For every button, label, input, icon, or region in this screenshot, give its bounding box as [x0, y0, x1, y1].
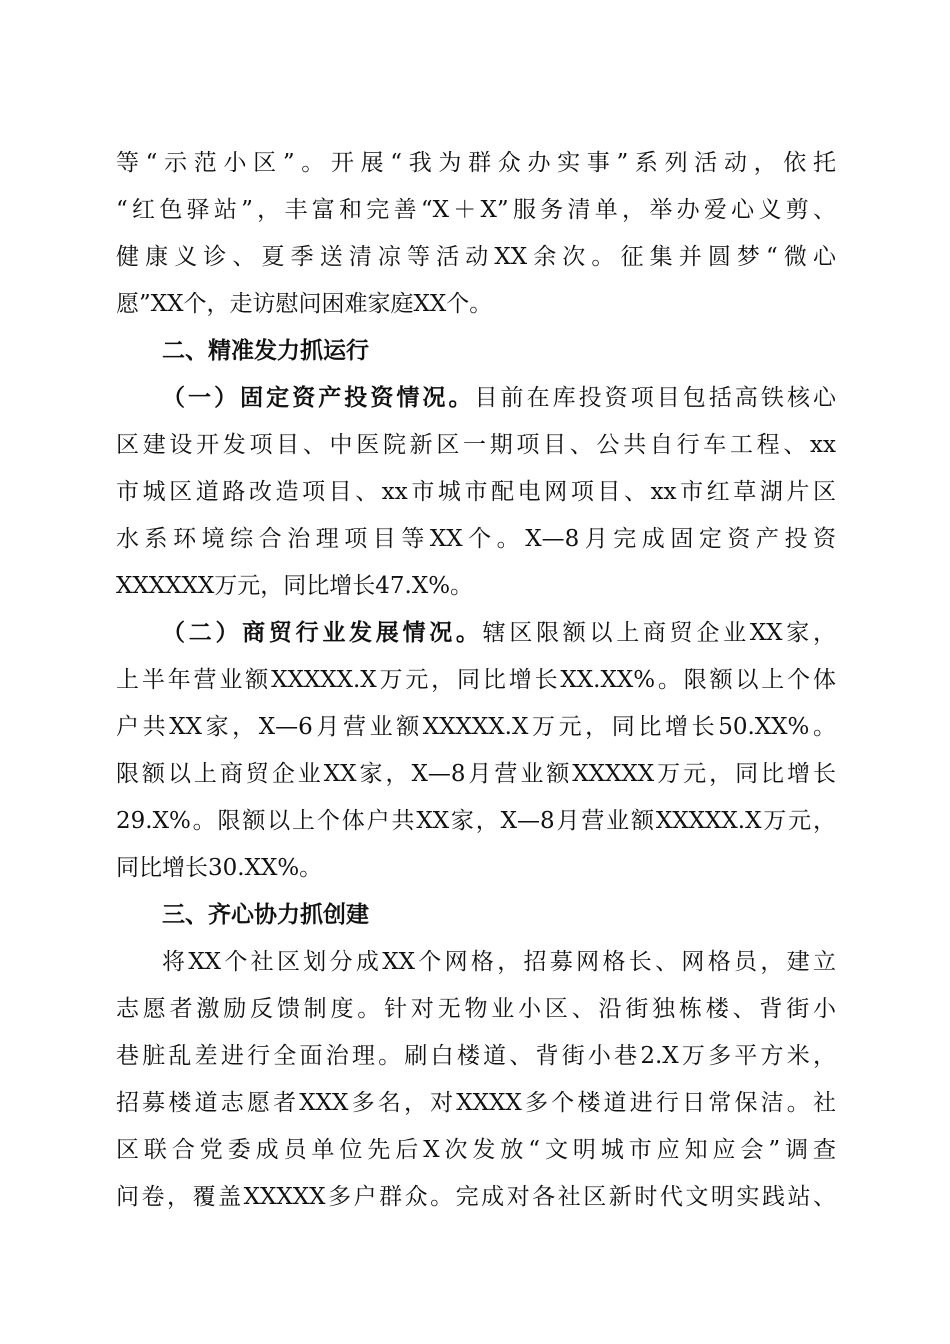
- paragraph-line: 问卷，覆盖XXXXX多户群众。完成对各社区新时代文明实践站、: [116, 1184, 836, 1210]
- paragraph-line: “红色驿站”，丰富和完善“X＋X”服务清单，举办爱心义剪、: [116, 197, 836, 223]
- subsection-title-2: （二）商贸行业发展情况。: [162, 620, 483, 646]
- section-heading-2: 二、精准发力抓运行: [162, 338, 369, 364]
- paragraph-line: 志愿者激励反馈制度。针对无物业小区、沿街独栋楼、背街小: [116, 996, 836, 1022]
- paragraph-line: 水系环境综合治理项目等XX个。X—8月完成固定资产投资: [116, 526, 836, 552]
- paragraph-line: 29.X%。限额以上个体户共XX家，X—8月营业额XXXXX.X万元，: [116, 808, 836, 834]
- paragraph-line: 户共XX家，X—6月营业额XXXXX.X万元，同比增长50.XX%。: [116, 714, 836, 740]
- paragraph-line: 愿”XX个，走访慰问困难家庭XX个。: [116, 291, 493, 317]
- paragraph-line: 招募楼道志愿者XXX多名，对XXXX多个楼道进行日常保洁。社: [116, 1090, 836, 1116]
- paragraph-line: （二）商贸行业发展情况。辖区限额以上商贸企业XX家，: [162, 620, 836, 646]
- paragraph-line: 市城区道路改造项目、xx市城市配电网项目、xx市红草湖片区: [116, 479, 836, 505]
- section-heading-3: 三、齐心协力抓创建: [162, 902, 369, 928]
- paragraph-line: XXXXXX万元，同比增长47.X%。: [116, 573, 474, 599]
- paragraph-line: 区建设开发项目、中医院新区一期项目、公共自行车工程、xx: [116, 432, 836, 458]
- paragraph-line: 巷脏乱差进行全面治理。刷白楼道、背街小巷2.X万多平方米，: [116, 1043, 836, 1069]
- paragraph-line: 健康义诊、夏季送清凉等活动XX余次。征集并圆梦“微心: [116, 244, 836, 270]
- document-page: [116, 140, 836, 1221]
- paragraph-line: 限额以上商贸企业XX家，X—8月营业额XXXXX万元，同比增长: [116, 761, 836, 787]
- paragraph-line: 同比增长30.XX%。: [116, 855, 323, 881]
- paragraph-line: 区联合党委成员单位先后X次发放“文明城市应知应会”调查: [116, 1137, 836, 1163]
- subsection-title-1: （一）固定资产投资情况。: [162, 385, 475, 411]
- paragraph-line: 将XX个社区划分成XX个网格，招募网格长、网格员，建立: [162, 949, 836, 975]
- paragraph-line: 等“示范小区”。开展“我为群众办实事”系列活动，依托: [116, 150, 836, 176]
- paragraph-line: （一）固定资产投资情况。目前在库投资项目包括高铁核心: [162, 385, 836, 411]
- paragraph-line: 上半年营业额XXXXX.X万元，同比增长XX.XX%。限额以上个体: [116, 667, 836, 693]
